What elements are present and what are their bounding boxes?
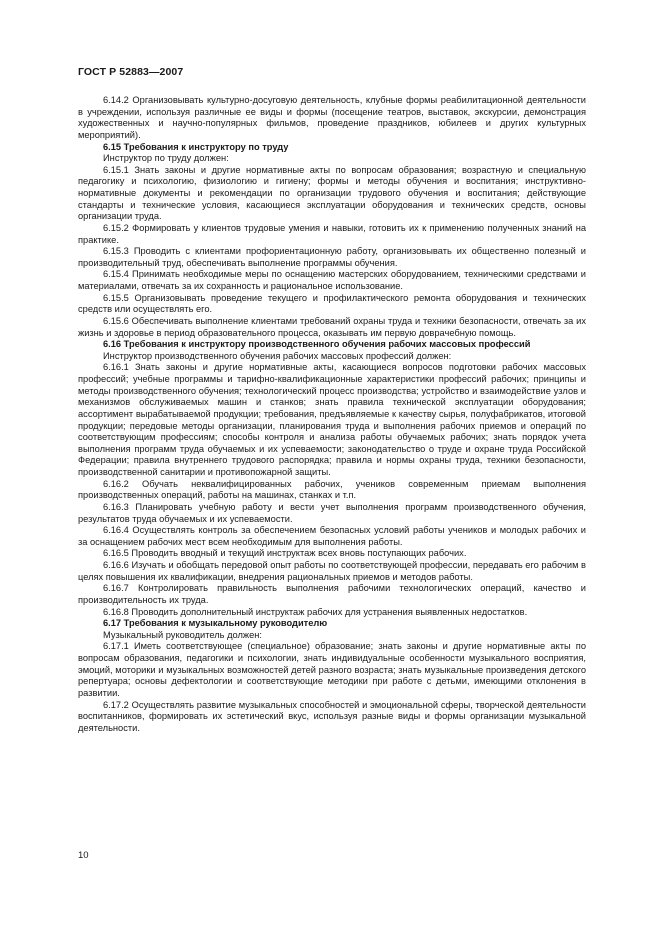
paragraph: 6.16.5 Проводить вводный и текущий инструктаж всех вновь поступающих рабочих. xyxy=(103,548,467,559)
paragraph: Музыкальный руководитель должен: xyxy=(103,629,263,640)
paragraph: 6.16.1 Знать законы и другие нормативные акты, касающиеся вопросов подготовки рабочих массовых профессий; учебные программы и тарифно-квалификационные характеристики профессий рабочих; принципы и методы производственного обучения; технологический процесс производства; устройство и взаимодействие узлов и механизмов обслуживаемых машин и станков; знать правила технической эксплуатации оборудования; ассортимент вырабатываемой продукции; требования, предъявляемые к качеству сырья, полуфабрикатов, итоговой продукции; передовые методы организации, планирования труда и выполнения рабочих приемов и операций по соответствующим профессиям; способы контроля и анализа работы обучаемых рабочих; знать порядок учета выполнения программ труда обучаемых и их успеваемости; законодательство о труде и охране труда Российской Федерации; правила внутреннего трудового распорядка; правила и нормы охраны труда, техники безопасности, производственной санитарии и противопожарной защиты. xyxy=(78,362,586,477)
document-body xyxy=(78,95,586,734)
document-header: ГОСТ Р 52883—2007 xyxy=(78,66,184,78)
paragraph: 6.15.4 Принимать необходимые меры по оснащению мастерских оборудованием, техническими средствами и материалами, отвечать за их сохранность и рациональное использование. xyxy=(78,269,586,291)
paragraph: 6.16.8 Проводить дополнительный инструктаж рабочих для устранения выявленных недостатков. xyxy=(103,606,528,617)
paragraph: 6.15.5 Организовывать проведение текущего и профилактического ремонта оборудования и технических средств или осуществлять его. xyxy=(78,292,586,315)
paragraph: 6.16.3 Планировать учебную работу и вести учет выполнения программ производственного обучения, результатов труда обучаемых и их успеваемости. xyxy=(78,501,586,524)
paragraph: 6.15.1 Знать законы и другие нормативные акты по вопросам образования; возрастную и специальную педагогику и психологию, физиологию и гигиену; формы и методы обучения и воспитания; инструктивно-нормативные документы и рекомендации по организации трудового обучения и воспитания; действующие стандарты и технические условия, касающиеся эксплуатации оборудования и технических средств, основы организации труда. xyxy=(78,164,586,222)
section-heading: 6.17 Требования к музыкальному руководителю xyxy=(103,618,328,629)
paragraph: 6.16.4 Осуществлять контроль за обеспечением безопасных условий работы учеников и молодых рабочих и за оснащением рабочих мест всем необходимым для выполнения работы. xyxy=(78,525,586,547)
paragraph: Инструктор по труду должен: xyxy=(103,153,229,164)
section-heading: 6.16 Требования к инструктору производственного обучения рабочих массовых профессий xyxy=(103,339,531,350)
paragraph: 6.15.6 Обеспечивать выполнение клиентами требований охраны труда и техники безопасности, отвечать за их жизнь и здоровье в период образовательного процесса, оказывать им первую доврачебную помощь. xyxy=(78,315,586,338)
paragraph: 6.14.2 Организовывать культурно-досуговую деятельность, клубные формы реабилитационной деятельности в учреждении, используя различные ее виды и формы (посещение театров, выставок, экскурсии, демонстрация художественных и научно-популярных фильмов, проведение праздников, юбилеев и других культурных мероприятий). xyxy=(78,95,586,140)
paragraph: Инструктор производственного обучения рабочих массовых профессий должен: xyxy=(103,350,452,361)
paragraph: 6.15.2 Формировать у клиентов трудовые умения и навыки, готовить их к применению полученных знаний на практике. xyxy=(78,222,586,245)
section-heading: 6.15 Требования к инструктору по труду xyxy=(103,141,289,152)
paragraph: 6.17.1 Иметь соответствующее (специальное) образование; знать законы и другие нормативные акты по вопросам образования, педагогики и психологии, знать индивидуальные особенности музыкального восприятия, эмоций, моторики и музыкальных возможностей детей разного возраста; знать музыкальные произведения детского репертуара; основы дефектологии и соответствующие методики при работе с детьми, имеющими отклонения в развитии. xyxy=(78,641,586,698)
paragraph: 6.16.2 Обучать неквалифицированных рабочих, учеников современным приемам выполнения производственных операций, работы на машинах, станках и т.п. xyxy=(78,478,586,501)
paragraph: 6.15.3 Проводить с клиентами профориентационную работу, организовывать их общественно полезный и производительный труд, обеспечивать выполнение программы обучения. xyxy=(78,246,586,268)
page-number: 10 xyxy=(78,850,89,861)
paragraph: 6.16.7 Контролировать правильность выполнения рабочими технологических операций, качество и производительность их труда. xyxy=(78,583,586,605)
paragraph: 6.16.6 Изучать и обобщать передовой опыт работы по соответствующей профессии, передавать его рабочим в целях повышения их квалификации, внедрения рациональных приемов и методов работы. xyxy=(78,560,586,582)
paragraph: 6.17.2 Осуществлять развитие музыкальных способностей и эмоциональной сферы, творческой деятельности воспитанников, формировать их эстетический вкус, используя разные виды и формы организации музыкальной деятельности. xyxy=(78,699,586,733)
